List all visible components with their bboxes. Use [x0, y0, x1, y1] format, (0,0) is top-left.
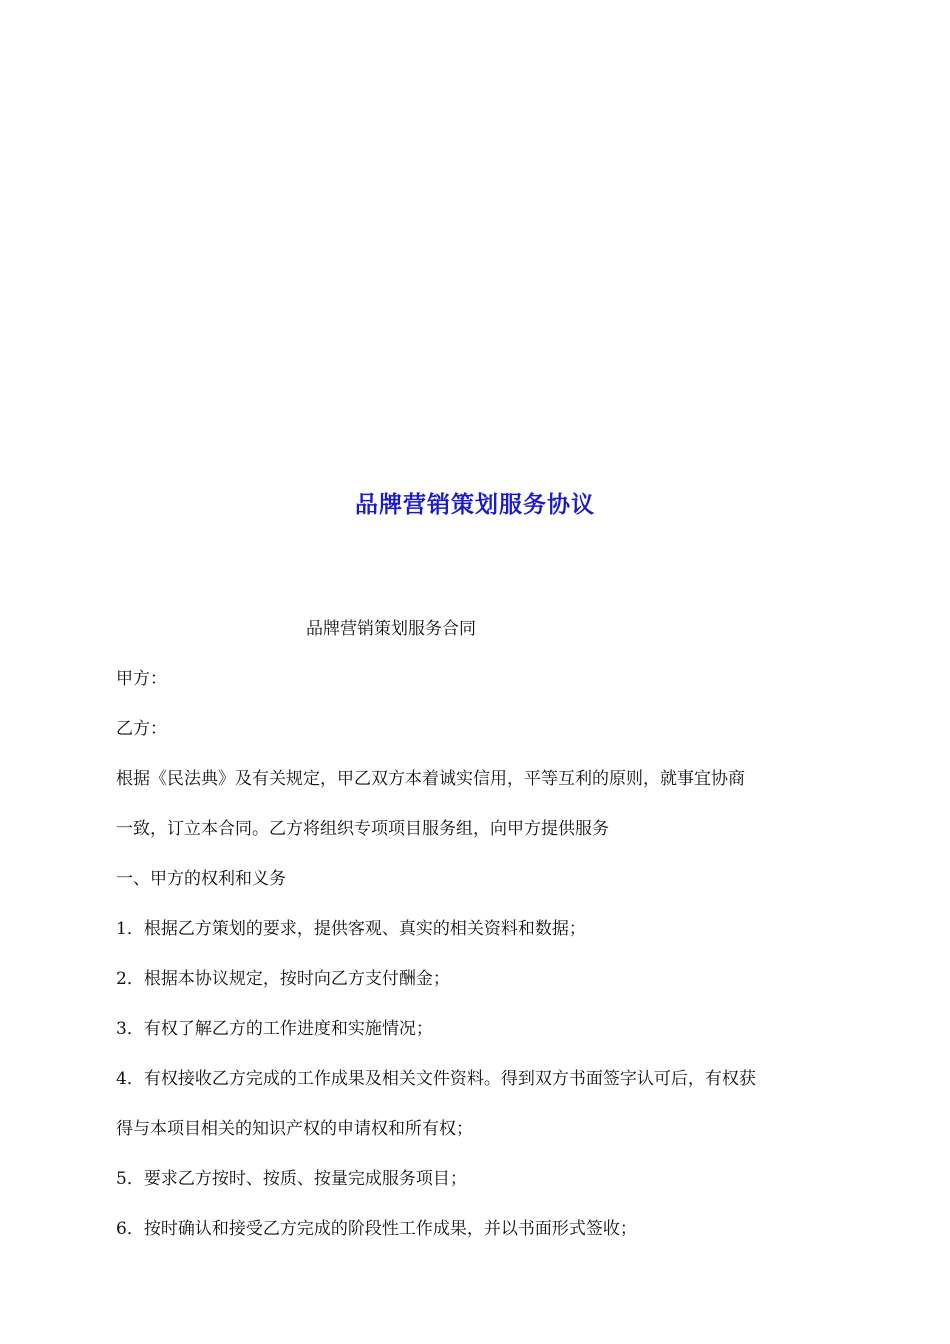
list-item: 5．要求乙方按时、按质、按量完成服务项目； — [116, 1169, 467, 1189]
document-title: 品牌营销策划服务协议 — [355, 492, 595, 518]
party-a-label: 甲方： — [116, 669, 167, 689]
list-item: 6．按时确认和接受乙方完成的阶段性工作成果，并以书面形式签收； — [116, 1219, 637, 1239]
list-item: 4．有权接收乙方完成的工作成果及相关文件资料。得到双方书面签字认可后，有权获 — [116, 1069, 756, 1089]
list-item: 1．根据乙方策划的要求，提供客观、真实的相关资料和数据； — [116, 919, 586, 939]
list-item-continuation: 得与本项目相关的知识产权的申请权和所有权； — [116, 1119, 473, 1139]
list-item: 3．有权了解乙方的工作进度和实施情况； — [116, 1019, 433, 1039]
list-item: 2．根据本协议规定，按时向乙方支付酬金； — [116, 969, 450, 989]
preamble-line-2: 一致，订立本合同。乙方将组织专项项目服务组，向甲方提供服务 — [116, 819, 609, 839]
contract-subtitle: 品牌营销策划服务合同 — [306, 619, 476, 639]
document-body — [116, 604, 840, 1254]
preamble-line-1: 根据《民法典》及有关规定，甲乙双方本着诚实信用，平等互利的原则，就事宜协商 — [116, 769, 745, 789]
section-heading: 一、甲方的权利和义务 — [116, 869, 286, 889]
party-b-label: 乙方： — [116, 719, 167, 739]
